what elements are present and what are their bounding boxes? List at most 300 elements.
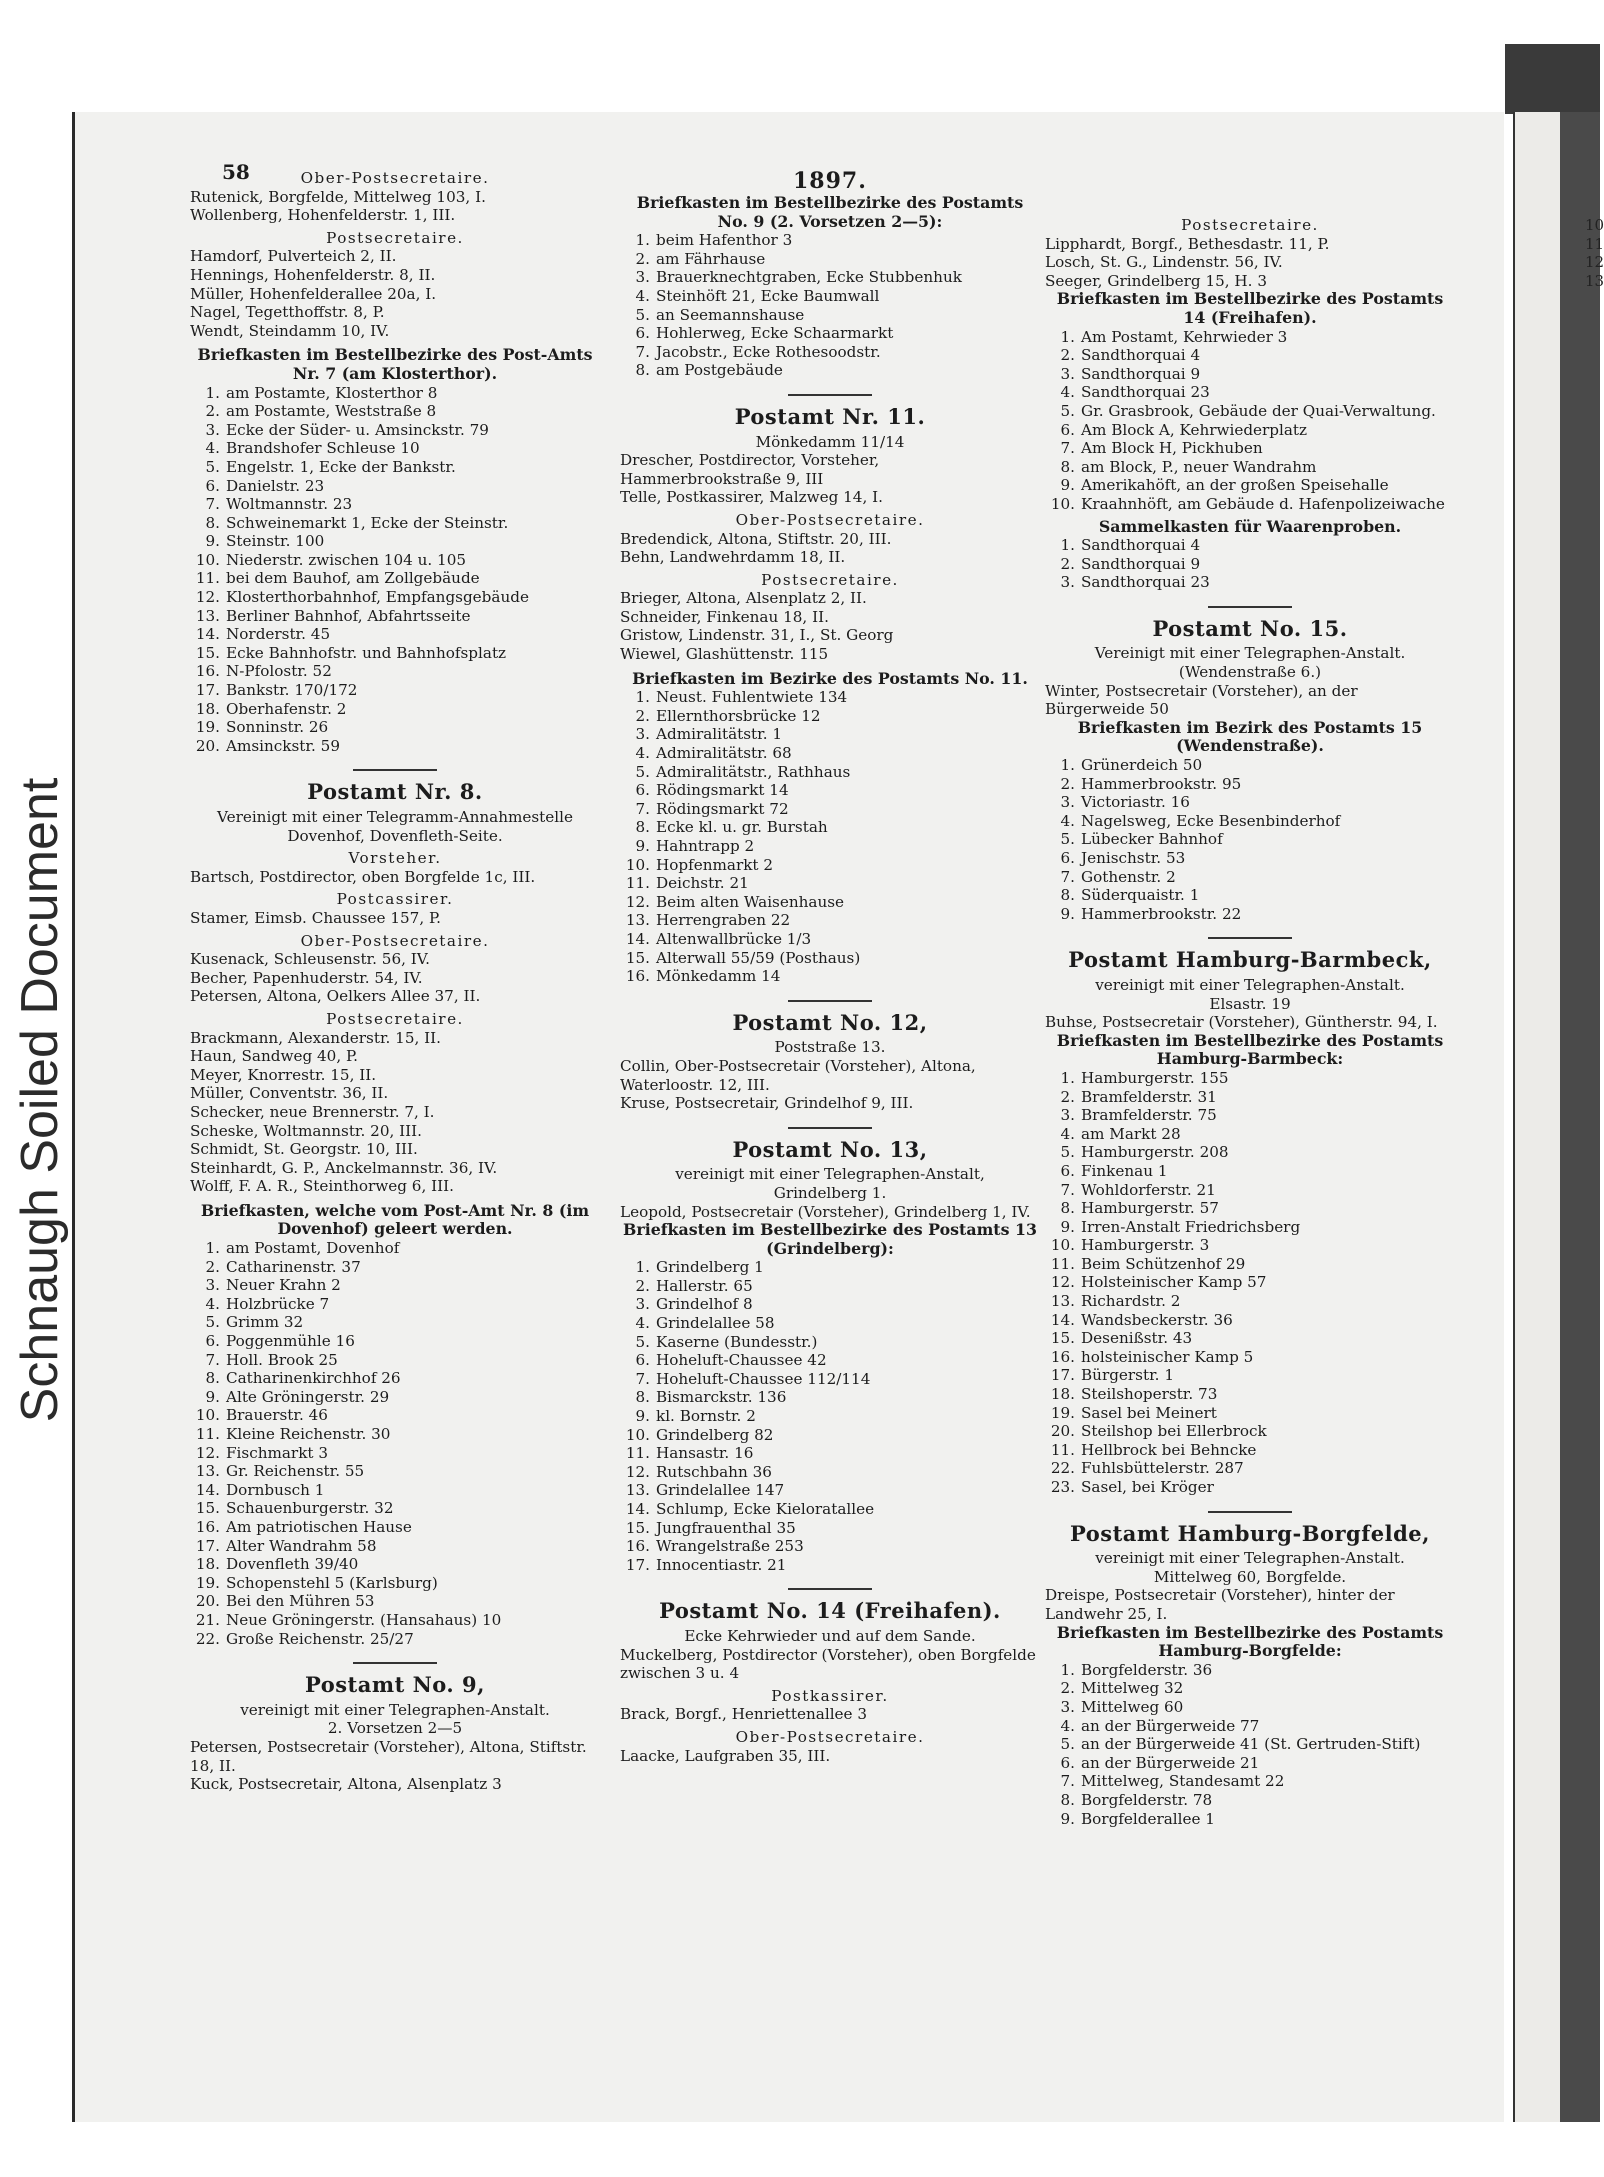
list-item (1045, 1754, 1455, 1773)
item-text: Bankstr. 170/172 (226, 681, 358, 700)
briefkasten-heading: Briefkasten im Bestellbezirke des Post-Amts Nr. 7 (am Klosterthor). (197, 345, 593, 383)
item-text: Hansastr. 16 (656, 1444, 754, 1463)
item-text: Hamburgerstr. 155 (1081, 1068, 1229, 1087)
item-number: 11. (625, 874, 650, 893)
item-number: 9. (205, 532, 220, 551)
item-number: 8. (1060, 457, 1075, 476)
item-number: 15. (625, 948, 650, 967)
item-number: 2. (205, 402, 220, 421)
list-item (1045, 421, 1455, 440)
item-text: Ecke kl. u. gr. Burstah (656, 818, 828, 837)
item-text: Hammerbrookstr. 22 (1081, 904, 1242, 923)
item-text: Steinhöft 21, Ecke Baumwall (656, 286, 880, 305)
item-text: Steilshoperstr. 73 (1081, 1385, 1218, 1404)
item-number: 4. (635, 286, 650, 305)
item-number: 5. (635, 1332, 650, 1351)
item-number: 15. (195, 643, 220, 662)
item-number: 8. (1060, 886, 1075, 905)
edge-number: 10 (1585, 216, 1604, 234)
briefkasten-heading: Briefkasten im Bestellbezirke des Postamts Hamburg-Barmbeck: (1056, 1030, 1444, 1069)
item-number: 8. (635, 818, 650, 837)
item-text: Woltmannstr. 23 (226, 495, 353, 514)
list-item (1045, 1698, 1455, 1717)
text-line: Wiewel, Glashüttenstr. 115 (620, 645, 829, 664)
item-number: 6. (635, 781, 650, 800)
text-line: Seeger, Grindelberg 15, H. 3 (1045, 271, 1267, 290)
item-number: 13. (1050, 1292, 1075, 1311)
staff-line: Brack, Borgf., Henriettenallee 3 (620, 1705, 868, 1724)
column-1 (190, 165, 600, 1794)
item-number: 9. (1060, 904, 1075, 923)
text-line: Schecker, neue Brennerstr. 7, I. (190, 1102, 435, 1121)
text-line: Gristow, Lindenstr. 31, I., St. Georg (620, 626, 894, 645)
item-text: Richardstr. 2 (1081, 1292, 1181, 1311)
item-text: Admiralitätstr. 68 (656, 744, 792, 763)
item-number: 5. (1060, 1735, 1075, 1754)
list-item (1045, 1810, 1455, 1829)
item-number: 17. (625, 1555, 650, 1574)
item-text: Holsteinischer Kamp 57 (1081, 1273, 1267, 1292)
item-number: 15. (625, 1518, 650, 1537)
item-text: Nagelsweg, Ecke Besenbinderhof (1081, 811, 1341, 830)
list-item (620, 725, 1040, 744)
text-lines (190, 247, 600, 340)
postamt-title: Postamt No. 9, (305, 1672, 485, 1698)
item-text: Grindelberg 82 (656, 1425, 774, 1444)
list-item (620, 1500, 1040, 1519)
item-number: 19. (1050, 1403, 1075, 1422)
section-title: Vorsteher. (348, 849, 442, 868)
item-text: Amerikahöft, an der großen Speisehalle (1081, 476, 1389, 495)
section-title: Postsecretaire. (761, 570, 899, 589)
list-item (190, 1444, 600, 1463)
list-item (1045, 1273, 1455, 1292)
text-lines (620, 1165, 1040, 1202)
item-number: 1. (635, 688, 650, 707)
item-text: Sandthorquai 23 (1081, 573, 1210, 592)
item-number: 7. (1060, 1772, 1075, 1791)
item-text: Mittelweg 60 (1081, 1697, 1184, 1716)
text-lines (620, 1057, 1040, 1113)
item-number: 16. (625, 1537, 650, 1556)
item-text: Hamburgerstr. 208 (1081, 1143, 1229, 1162)
item-text: N-Pfolostr. 52 (226, 662, 332, 681)
item-number: 1. (205, 1239, 220, 1258)
divider (353, 769, 437, 771)
item-text: Am patriotischen Hause (226, 1517, 412, 1536)
list-item (1045, 1236, 1455, 1255)
scanner-edge (1505, 44, 1600, 114)
item-text: Desenißstr. 43 (1081, 1329, 1193, 1348)
item-number: 3. (635, 1295, 650, 1314)
list-item (1045, 536, 1455, 555)
list-item (190, 1499, 600, 1518)
item-text: kl. Bornstr. 2 (656, 1407, 756, 1426)
item-number: 8. (1060, 1790, 1075, 1809)
list-item (620, 688, 1040, 707)
item-number: 11. (195, 569, 220, 588)
briefkasten-list (1045, 1069, 1455, 1497)
list-item (190, 1592, 600, 1611)
list-item (620, 818, 1040, 837)
item-text: Ecke Bahnhofstr. und Bahnhofsplatz (226, 643, 507, 662)
list-item (620, 1444, 1040, 1463)
item-number: 3. (1060, 364, 1075, 383)
item-text: Mittelweg 32 (1081, 1679, 1184, 1698)
list-item (190, 514, 600, 533)
postamt-title: Postamt No. 14 (Freihafen). (659, 1598, 1001, 1624)
item-text: Grindelberg 1 (656, 1258, 764, 1277)
briefkasten-heading: Briefkasten im Bezirk des Postamts 15 (Wendenstraße). (1077, 717, 1423, 756)
list-item (620, 1556, 1040, 1575)
text-line: Bredendick, Altona, Stiftstr. 20, III. (620, 529, 892, 548)
list-item (190, 1369, 600, 1388)
item-number: 4. (635, 744, 650, 763)
item-number: 9. (1060, 1217, 1075, 1236)
text-line: Petersen, Altona, Oelkers Allee 37, II. (190, 987, 481, 1006)
postamt-title: Postamt Nr. 11. (734, 403, 926, 429)
item-text: Wohldorferstr. 21 (1081, 1180, 1216, 1199)
list-item (190, 718, 600, 737)
item-number: 9. (635, 1407, 650, 1426)
item-text: Engelstr. 1, Ecke der Bankstr. (226, 457, 456, 476)
item-text: Finkenau 1 (1081, 1161, 1168, 1180)
item-number: 11. (195, 1425, 220, 1443)
list-item (190, 402, 600, 421)
item-number: 8. (205, 1369, 220, 1388)
item-number: 10. (1050, 494, 1075, 513)
item-number: 17. (1050, 1366, 1075, 1385)
item-number: 14. (195, 625, 220, 644)
item-text: bei dem Bauhof, am Zollgebäude (226, 569, 480, 588)
list-item (190, 1388, 600, 1407)
list-item (1045, 1366, 1455, 1385)
item-number: 3. (1060, 1697, 1075, 1716)
list-item (1045, 1106, 1455, 1125)
list-item (1045, 1162, 1455, 1181)
text-line: Behn, Landwehrdamm 18, II. (620, 548, 846, 567)
text-line: Hamdorf, Pulverteich 2, II. (190, 247, 397, 266)
text-line: Vereinigt mit einer Telegraphen-Anstalt. (1094, 644, 1406, 663)
list-item (1045, 1459, 1455, 1478)
item-text: am Postgebäude (656, 361, 783, 380)
item-number: 6. (635, 324, 650, 343)
item-number: 3. (635, 725, 650, 744)
item-text: Alterwall 55/59 (Posthaus) (656, 948, 861, 967)
item-text: Brauerknechtgraben, Ecke Stubbenhuk (656, 268, 962, 287)
item-text: Hamburgerstr. 57 (1081, 1199, 1219, 1218)
briefkasten-heading: Briefkasten im Bestellbezirke des Postamts 13 (Grindelberg): (623, 1220, 1037, 1258)
item-text: Steilshop bei Ellerbrock (1081, 1422, 1267, 1441)
item-number: 5. (205, 1313, 220, 1332)
list-item (620, 781, 1040, 800)
list-item (1045, 812, 1455, 831)
list-item (190, 1258, 600, 1277)
item-text: Sandthorquai 23 (1081, 383, 1210, 402)
item-text: Grimm 32 (226, 1313, 304, 1332)
item-text: am Postamt, Dovenhof (226, 1239, 400, 1258)
item-text: Klosterthorbahnhof, Empfangsgebäude (226, 588, 529, 607)
text-line: Kuck, Postsecretair, Altona, Alsenplatz 3 (190, 1775, 502, 1794)
item-text: am Block, P., neuer Wandrahm (1081, 457, 1317, 476)
text-lines (620, 451, 1040, 507)
item-number: 2. (635, 1276, 650, 1295)
text-line: Müller, Hohenfelderallee 20a, I. (190, 284, 437, 303)
list-item (1045, 830, 1455, 849)
list-item (190, 1295, 600, 1314)
list-item (190, 1518, 600, 1537)
item-number: 2. (1060, 1087, 1075, 1106)
list-item (1045, 1199, 1455, 1218)
list-item (1045, 1125, 1455, 1144)
item-number: 12. (195, 1443, 220, 1462)
item-number: 20. (1050, 1422, 1075, 1441)
item-text: am Markt 28 (1081, 1124, 1181, 1143)
item-number: 7. (1060, 1180, 1075, 1199)
list-item (1045, 1717, 1455, 1736)
sammelkasten-heading: Sammelkasten für Waarenproben. (1098, 516, 1402, 536)
item-text: Irren-Anstalt Friedrichsberg (1081, 1217, 1301, 1236)
text-line: Brackmann, Alexanderstr. 15, II. (190, 1028, 441, 1047)
text-line: Collin, Ober-Postsecretair (Vorsteher), Altona, Waterloostr. 12, III. (620, 1056, 976, 1094)
briefkasten-list (1045, 1661, 1455, 1828)
item-text: Große Reichenstr. 25/27 (226, 1629, 414, 1648)
item-number: 21. (195, 1610, 220, 1629)
item-number: 2. (635, 249, 650, 268)
briefkasten-list (1045, 756, 1455, 923)
item-number: 22. (1050, 1459, 1075, 1478)
list-item (620, 1407, 1040, 1426)
item-text: Sasel bei Meinert (1081, 1403, 1217, 1422)
list-item (620, 1426, 1040, 1445)
item-text: am Postamte, Weststraße 8 (226, 402, 437, 421)
list-item (1045, 1181, 1455, 1200)
item-text: Catharinenkirchhof 26 (226, 1369, 401, 1388)
postamt-title: Postamt Hamburg-Borgfelde, (1070, 1520, 1430, 1546)
item-text: Hohlerweg, Ecke Schaarmarkt (656, 324, 894, 343)
item-number: 6. (1060, 1753, 1075, 1772)
divider (1208, 937, 1292, 939)
item-text: Grindelallee 58 (656, 1314, 775, 1333)
item-text: Hahntrapp 2 (656, 837, 755, 855)
text-line: vereinigt mit einer Telegraphen-Anstalt. (240, 1700, 550, 1719)
staff-line: Leopold, Postsecretair (Vorsteher), Grindelberg 1, IV. (620, 1202, 1031, 1221)
item-text: Victoriastr. 16 (1081, 793, 1190, 812)
list-item (190, 532, 600, 551)
item-number: 11. (1050, 1440, 1075, 1459)
item-number: 3. (205, 420, 220, 439)
list-item (190, 551, 600, 570)
list-item (1045, 1772, 1455, 1791)
item-text: Hellbrock bei Behncke (1081, 1440, 1257, 1459)
text-line: Mittelweg 60, Borgfelde. (1153, 1567, 1347, 1586)
postamt-title: Postamt No. 12, (732, 1009, 928, 1035)
item-number: 19. (195, 718, 220, 737)
text-line: Lipphardt, Borgf., Bethesdastr. 11, P. (1045, 234, 1330, 253)
list-item (1045, 383, 1455, 402)
item-text: Schopenstehl 5 (Karlsburg) (226, 1573, 438, 1592)
item-number: 7. (205, 1350, 220, 1369)
list-item (1045, 868, 1455, 887)
list-item (620, 911, 1040, 930)
list-item (1045, 1218, 1455, 1237)
item-text: Wrangelstraße 253 (656, 1537, 804, 1556)
item-number: 5. (635, 762, 650, 781)
list-item (1045, 439, 1455, 458)
list-item (190, 1555, 600, 1574)
item-number: 10. (625, 855, 650, 874)
item-text: Bei den Mühren 53 (226, 1592, 375, 1611)
item-text: Lübecker Bahnhof (1081, 830, 1223, 849)
item-number: 10. (195, 1406, 220, 1425)
list-item (190, 477, 600, 496)
section-title: Postcassirer. (336, 890, 454, 909)
briefkasten-heading: Briefkasten im Bestellbezirke des Postamts Hamburg-Borgfelde: (1056, 1622, 1444, 1661)
item-text: Wandsbeckerstr. 36 (1081, 1310, 1233, 1329)
item-text: Am Block A, Kehrwiederplatz (1081, 420, 1308, 439)
item-number: 13. (195, 606, 220, 625)
text-lines (190, 188, 600, 225)
item-number: 8. (635, 1388, 650, 1407)
item-number: 8. (635, 361, 650, 380)
item-text: Steinstr. 100 (226, 532, 325, 551)
item-text: Neue Gröningerstr. (Hansahaus) 10 (226, 1610, 502, 1629)
item-text: Bürgerstr. 1 (1081, 1366, 1174, 1385)
item-text: Neust. Fuhlentwiete 134 (656, 688, 848, 707)
item-text: Fischmarkt 3 (226, 1443, 328, 1462)
list-item (190, 1276, 600, 1295)
text-line: Schneider, Finkenau 18, II. (620, 607, 829, 626)
list-item (190, 662, 600, 681)
list-item (620, 343, 1040, 362)
item-text: Admiralitätstr., Rathhaus (656, 762, 851, 781)
section-title: Postsecretaire. (326, 1009, 464, 1028)
text-line: Telle, Postkassirer, Malzweg 14, I. (620, 488, 883, 507)
item-number: 16. (625, 967, 650, 986)
column-2 (620, 172, 1040, 1765)
item-text: Amsinckstr. 59 (226, 736, 340, 755)
section-title: Ober-Postsecretaire. (735, 1727, 925, 1746)
text-line: Elsastr. 19 (1209, 994, 1291, 1013)
item-text: Deichstr. 21 (656, 874, 749, 893)
list-item (620, 1537, 1040, 1556)
divider (353, 1662, 437, 1664)
item-text: Admiralitätstr. 1 (656, 725, 783, 744)
item-text: Brandshofer Schleuse 10 (226, 439, 420, 458)
item-number: 22. (195, 1629, 220, 1648)
item-text: Schweinemarkt 1, Ecke der Steinstr. (226, 513, 509, 532)
list-item (190, 458, 600, 477)
item-text: Gothenstr. 2 (1081, 867, 1176, 886)
list-item (620, 1463, 1040, 1482)
item-text: Norderstr. 45 (226, 625, 331, 644)
list-item (1045, 458, 1455, 477)
list-item (190, 1537, 600, 1556)
list-item (1045, 555, 1455, 574)
item-number: 7. (205, 495, 220, 514)
list-item (190, 1462, 600, 1481)
item-number: 6. (205, 476, 220, 495)
list-item (190, 1332, 600, 1351)
list-item (1045, 793, 1455, 812)
list-item (1045, 1661, 1455, 1680)
item-text: Bramfelderstr. 75 (1081, 1106, 1217, 1125)
list-item (620, 949, 1040, 968)
item-text: Am Block H, Pickhuben (1081, 439, 1263, 458)
item-number: 6. (1060, 420, 1075, 439)
list-item (620, 1258, 1040, 1277)
text-line: Wolff, F. A. R., Steinthorweg 6, III. (190, 1177, 454, 1196)
item-text: Altenwallbrücke 1/3 (656, 929, 812, 948)
item-number: 17. (195, 1536, 220, 1555)
text-line: Drescher, Postdirector, Vorsteher, Hammerbrookstraße 9, III (620, 451, 880, 488)
item-number: 4. (1060, 1124, 1075, 1143)
text-line: vereinigt mit einer Telegraphen-Anstalt, (675, 1165, 985, 1184)
divider (1208, 606, 1292, 608)
item-number: 1. (1060, 1660, 1075, 1679)
item-text: Hamburgerstr. 3 (1081, 1236, 1210, 1255)
list-item (190, 421, 600, 440)
item-number: 11. (625, 1444, 650, 1463)
staff-line: Winter, Postsecretair (Vorsteher), an der Bürgerweide 50 (1045, 681, 1358, 719)
item-text: Mönkedamm 14 (656, 967, 781, 986)
item-number: 4. (205, 439, 220, 458)
staff-line: Laacke, Laufgraben 35, III. (620, 1746, 831, 1765)
list-item (190, 569, 600, 588)
item-number: 1. (1060, 536, 1075, 555)
address-line: Ecke Kehrwieder und auf dem Sande. (684, 1626, 976, 1645)
list-item (620, 744, 1040, 763)
item-text: Am Postamt, Kehrwieder 3 (1081, 327, 1288, 346)
section-title: Ober-Postsecretaire. (300, 169, 490, 187)
list-item (190, 384, 600, 403)
list-item (190, 1611, 600, 1630)
item-text: am Fährhause (656, 249, 766, 268)
item-number: 18. (1050, 1385, 1075, 1404)
list-item (190, 1574, 600, 1593)
item-text: Beim Schützenhof 29 (1081, 1254, 1246, 1273)
item-number: 13. (625, 911, 650, 930)
item-text: an Seemannshause (656, 305, 805, 324)
item-number: 7. (635, 799, 650, 818)
section-title: Ober-Postsecretaire. (300, 931, 490, 950)
text-line: Meyer, Knorrestr. 15, II. (190, 1065, 377, 1084)
item-number: 12. (625, 1462, 650, 1481)
briefkasten-heading: Briefkasten, welche vom Post-Amt Nr. 8 (im Dovenhof) geleert werden. (200, 1200, 590, 1239)
text-line: Rutenick, Borgfelde, Mittelweg 103, I. (190, 187, 486, 206)
item-text: Ellernthorsbrücke 12 (656, 706, 821, 725)
list-item (620, 268, 1040, 287)
item-text: Rödingsmarkt 72 (656, 799, 789, 818)
list-item (1045, 1735, 1455, 1754)
item-text: Brauerstr. 46 (226, 1406, 328, 1425)
list-item (1045, 1679, 1455, 1698)
list-item (1045, 905, 1455, 924)
text-line: Dovenhof, Dovenfleth-Seite. (287, 826, 503, 845)
item-number: 2. (205, 1257, 220, 1276)
item-text: Berliner Bahnhof, Abfahrtsseite (226, 606, 471, 625)
item-text: Borgfelderstr. 78 (1081, 1790, 1213, 1809)
text-line: Müller, Conventstr. 36, II. (190, 1084, 389, 1103)
item-number: 12. (1050, 1273, 1075, 1292)
list-item (190, 495, 600, 514)
text-line: (Wendenstraße 6.) (1178, 663, 1322, 682)
item-text: Hoheluft-Chaussee 112/114 (656, 1369, 871, 1388)
item-number: 10. (195, 550, 220, 569)
section-title: Ober-Postsecretaire. (735, 510, 925, 529)
list-item (1045, 1292, 1455, 1311)
address-line: Poststraße 13. (774, 1038, 886, 1057)
